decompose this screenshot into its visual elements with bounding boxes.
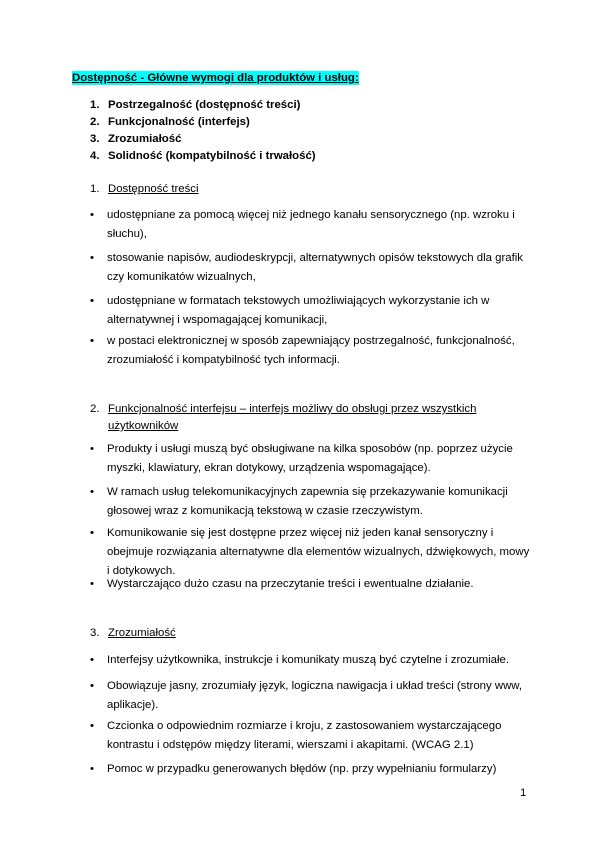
bullet-icon: • — [90, 654, 94, 666]
section-title-text: Funkcjonalność interfejsu – interfejs możliwy do obsługi przez wszystkich — [108, 403, 477, 415]
bullet-icon: • — [90, 295, 94, 307]
requirement-text: Postrzegalność (dostępność treści) — [108, 99, 301, 111]
section-title-text: Dostępność treści — [108, 183, 199, 195]
bullet-item: • Obowiązuje jasny, zrozumiały język, logiczna nawigacja i układ treści (strony www, aplikacje). — [90, 677, 530, 715]
bullet-item: • Produkty i usługi muszą być obsługiwane na kilka sposobów (np. poprzez użycie myszki, klawiatury, ekran dotykowy, urządzenia wspomagające). — [90, 440, 530, 478]
bullet-item: • Komunikowanie się jest dostępne przez więcej niż jeden kanał sensoryczny i obejmuje rozwiązania alternatywne dla elementów wizualnych, dźwiękowych, mowy i dotykowych. — [90, 524, 530, 581]
section-number: 1. — [90, 183, 100, 195]
section-title-text: Zrozumiałość — [108, 627, 176, 639]
bullet-item: • Wystarczająco dużo czasu na przeczytanie treści i ewentualne działanie. — [90, 575, 530, 594]
bullet-item: • stosowanie napisów, audiodeskrypcji, alternatywnych opisów tekstowych dla grafik czy komunikatów wizualnych, — [90, 249, 530, 287]
requirements-list — [90, 97, 316, 165]
bullet-icon: • — [90, 252, 94, 264]
requirement-item — [90, 148, 316, 165]
requirement-number: 3. — [90, 133, 100, 145]
bullet-item: • W ramach usług telekomunikacyjnych zapewnia się przekazywanie komunikacji głosowej wraz z komunikacją tekstową w czasie rzeczywistym. — [90, 483, 530, 521]
requirement-number: 2. — [90, 116, 100, 128]
document-heading: Dostępność - Główne wymogi dla produktów i usług: — [72, 72, 359, 84]
page-number: 1 — [520, 787, 527, 799]
bullet-icon: • — [90, 486, 94, 498]
bullet-icon: • — [90, 209, 94, 221]
bullet-item: • udostępniane za pomocą więcej niż jednego kanału sensorycznego (np. wzroku i słuchu), — [90, 206, 530, 244]
bullet-icon: • — [90, 578, 94, 590]
bullet-item: • Interfejsy użytkownika, instrukcje i komunikaty muszą być czytelne i zrozumiałe. — [90, 651, 530, 670]
requirement-text: Funkcjonalność (interfejs) — [108, 116, 250, 128]
requirement-item — [90, 97, 316, 114]
requirement-text: Zrozumiałość — [108, 133, 182, 145]
bullet-item: • w postaci elektronicznej w sposób zapewniający postrzegalność, funkcjonalność, zrozumiałość i kompatybilność tych informacji. — [90, 332, 530, 370]
bullet-icon: • — [90, 527, 94, 539]
requirement-number: 1. — [90, 99, 100, 111]
bullet-icon: • — [90, 680, 94, 692]
bullet-item: • Czcionka o odpowiednim rozmiarze i kroju, z zastosowaniem wystarczającego kontrastu i odstępów między literami, wierszami i akapitami. (WCAG 2.1) — [90, 717, 530, 755]
requirement-text: Solidność (kompatybilność i trwałość) — [108, 150, 316, 162]
requirement-item — [90, 131, 316, 148]
bullet-icon: • — [90, 335, 94, 347]
bullet-icon: • — [90, 720, 94, 732]
bullet-icon: • — [90, 763, 94, 775]
section-number: 2. — [90, 403, 100, 415]
bullet-item: • udostępniane w formatach tekstowych umożliwiających wykorzystanie ich w alternatywnej i wspomagającej komunikacji, — [90, 292, 530, 330]
section-number: 3. — [90, 627, 100, 639]
requirement-item — [90, 114, 316, 131]
requirement-number: 4. — [90, 150, 100, 162]
section-title-text: użytkowników — [108, 420, 179, 432]
bullet-item: • Pomoc w przypadku generowanych błędów (np. przy wypełnianiu formularzy) — [90, 760, 530, 779]
bullet-icon: • — [90, 443, 94, 455]
